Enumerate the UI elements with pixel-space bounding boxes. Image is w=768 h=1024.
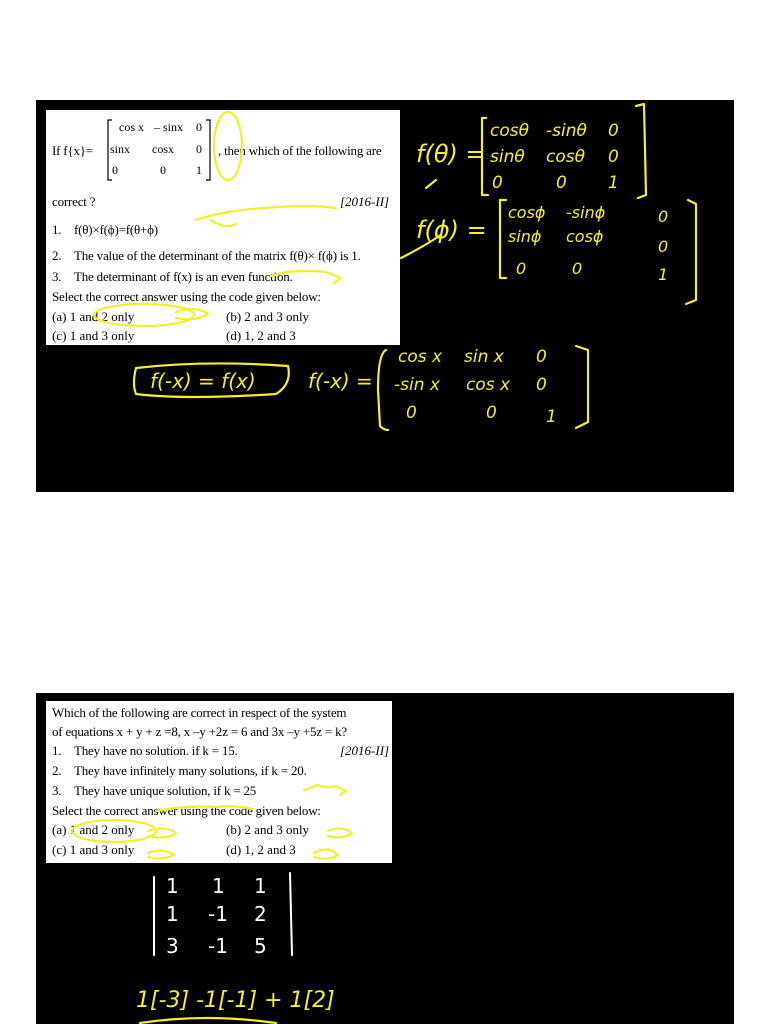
q1-m-12: – sinx — [154, 120, 184, 134]
svg-text:0: 0 — [486, 403, 497, 423]
svg-text:0: 0 — [492, 173, 503, 193]
svg-text:0: 0 — [406, 403, 417, 423]
svg-text:cosθ: cosθ — [546, 147, 586, 167]
svg-text:0: 0 — [658, 207, 669, 226]
svg-text:1: 1 — [254, 874, 267, 898]
svg-text:0: 0 — [556, 173, 567, 193]
q1-stem-suffix: , then which of the following are — [218, 143, 382, 158]
svg-text:f(ϕ) =: f(ϕ) = — [416, 216, 487, 244]
slide-question-2 — [36, 693, 734, 1024]
svg-text:5: 5 — [254, 934, 267, 958]
svg-text:f(θ) =: f(θ) = — [416, 140, 486, 168]
q1-m-32: 0 — [160, 163, 166, 177]
q2-notes-determinant — [36, 693, 734, 1024]
svg-text:sinθ: sinθ — [490, 147, 525, 167]
q1-stem-end: correct ? — [52, 194, 96, 209]
q1-m-23: 0 — [196, 142, 202, 156]
q1-option-a: (a) 1 and 2 only — [52, 309, 135, 324]
svg-text:0: 0 — [608, 121, 619, 141]
svg-text:cos x: cos x — [398, 347, 443, 367]
svg-text:cosϕ: cosϕ — [508, 203, 546, 222]
q1-m-13: 0 — [196, 120, 202, 134]
q1-m-22: cosx — [152, 142, 174, 156]
q2-statement-3: 3. They have unique solution, if k = 25 — [52, 783, 257, 798]
q2-stem-line-2: of equations x + y + z =8, x –y +2z = 6 and 3x –y +5z = k? — [52, 724, 347, 739]
svg-text:0: 0 — [536, 375, 547, 395]
q1-option-c: (c) 1 and 3 only — [52, 328, 135, 343]
q1-statement-2: 2. The value of the determinant of the matrix f(θ)× f(ϕ) is 1. — [52, 248, 361, 263]
svg-text:-1: -1 — [208, 934, 228, 958]
svg-text:-sinθ: -sinθ — [546, 121, 587, 141]
q1-instruction: Select the correct answer using the code given below: — [52, 289, 321, 304]
q2-option-d: (d) 1, 2 and 3 — [226, 842, 296, 857]
slide-question-1 — [36, 100, 734, 492]
q2-option-b: (b) 2 and 3 only — [226, 822, 310, 837]
svg-text:cos x: cos x — [466, 375, 511, 395]
svg-text:0: 0 — [608, 147, 619, 167]
svg-text:2: 2 — [254, 902, 267, 926]
svg-text:1: 1 — [166, 902, 179, 926]
q1-statement-1: 1. f(θ)×f(ϕ)=f(θ+ϕ) — [52, 222, 158, 237]
q1-notes-even — [36, 100, 734, 492]
q2-statement-2: 2. They have infinitely many solutions, if k = 20. — [52, 763, 307, 778]
q1-option-b: (b) 2 and 3 only — [226, 309, 310, 324]
svg-text:f(-x) = f(x): f(-x) = f(x) — [150, 369, 256, 393]
q1-reference: [2016-II] — [340, 194, 390, 209]
svg-text:1: 1 — [212, 874, 225, 898]
svg-text:0: 0 — [572, 259, 583, 278]
svg-text:sinϕ: sinϕ — [508, 227, 542, 246]
q1-statement-3: 3. The determinant of f(x) is an even function. — [52, 269, 293, 284]
svg-text:1: 1 — [658, 265, 669, 284]
svg-text:1: 1 — [166, 874, 179, 898]
svg-text:cosϕ: cosϕ — [566, 227, 604, 246]
svg-text:-1: -1 — [208, 902, 228, 926]
q2-instruction: Select the correct answer using the code given below: — [52, 803, 321, 818]
q1-m-11: cos x — [119, 120, 144, 134]
svg-text:f(-x) =: f(-x) = — [308, 369, 373, 393]
svg-text:1[-3] -1[-1] + 1[2]: 1[-3] -1[-1] + 1[2] — [136, 988, 335, 1013]
svg-text:-sinϕ: -sinϕ — [566, 203, 606, 222]
q1-m-31: 0 — [112, 163, 118, 177]
svg-text:1: 1 — [608, 173, 619, 193]
svg-text:0: 0 — [536, 347, 547, 367]
svg-text:-sin x: -sin x — [394, 375, 440, 395]
q2-option-c: (c) 1 and 3 only — [52, 842, 135, 857]
q2-statement-1: 1. They have no solution. if k = 15. — [52, 743, 238, 758]
q1-option-d: (d) 1, 2 and 3 — [226, 328, 296, 343]
q1-stem-prefix: If f{x}= — [52, 143, 93, 158]
svg-text:cosθ: cosθ — [490, 121, 530, 141]
q2-reference: [2016-II] — [340, 743, 390, 758]
svg-text:1: 1 — [546, 407, 557, 427]
q2-stem-line-1: Which of the following are correct in respect of the system — [52, 705, 347, 720]
q1-m-21: sinx — [110, 142, 131, 156]
svg-text:0: 0 — [658, 237, 669, 256]
q1-m-33: 1 — [196, 163, 202, 177]
svg-text:0: 0 — [516, 259, 527, 278]
q2-option-a: (a) 1 and 2 only — [52, 822, 135, 837]
svg-text:sin x: sin x — [464, 347, 504, 367]
svg-text:3: 3 — [166, 934, 179, 958]
